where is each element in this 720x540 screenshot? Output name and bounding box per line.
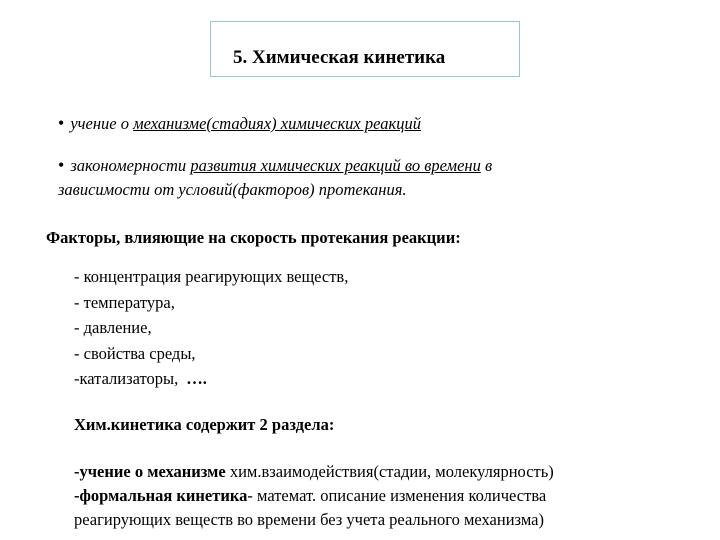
sections-heading: Хим.кинетика содержит 2 раздела: [74,415,335,434]
section-formal-kinetics [74,484,554,508]
factor-item-last [74,366,348,392]
title-box [210,21,520,77]
bullet-dot-icon: • [58,113,65,133]
factor-item: - давление, [74,318,152,337]
section1-rest: хим.взаимодействия(стадии, молекулярность) [225,462,554,481]
bullet2-continuation: зависимости от условий(факторов) протекания. [58,180,407,199]
bullet1-underlined: механизме(стадиях) химических реакций [133,114,421,133]
bullet-dot-icon: • [58,155,65,175]
bullet2-suffix: в [480,156,493,175]
bullet-mechanism [58,113,421,134]
section1-bold: -учение о механизме [74,462,226,481]
factor-item-text: -катализаторы, [74,369,179,388]
bullet-regularities [58,155,492,176]
section2-bold: -формальная кинетика [74,486,248,505]
sections-list [74,460,554,532]
section2-rest: - математ. описание изменения количества [247,486,547,505]
factors-list [74,264,348,392]
factor-item: - температура, [74,292,175,312]
section2-line2: реагирующих веществ во времени без учета реального механизма) [74,510,544,529]
page-title: 5. Химическая кинетика [233,47,446,68]
factors-ellipsis: …. [186,369,207,388]
bullet1-prefix: учение о [70,114,134,133]
section-mechanism [74,460,554,484]
bullet2-underlined: развития химических реакций во времени [190,156,481,175]
bullet2-prefix: закономерности [70,156,191,175]
factor-item: - концентрация реагирующих веществ, [74,267,349,286]
factors-heading: Факторы, влияющие на скорость протекания реакции: [46,228,461,247]
factor-item: - свойства среды, [74,343,196,363]
